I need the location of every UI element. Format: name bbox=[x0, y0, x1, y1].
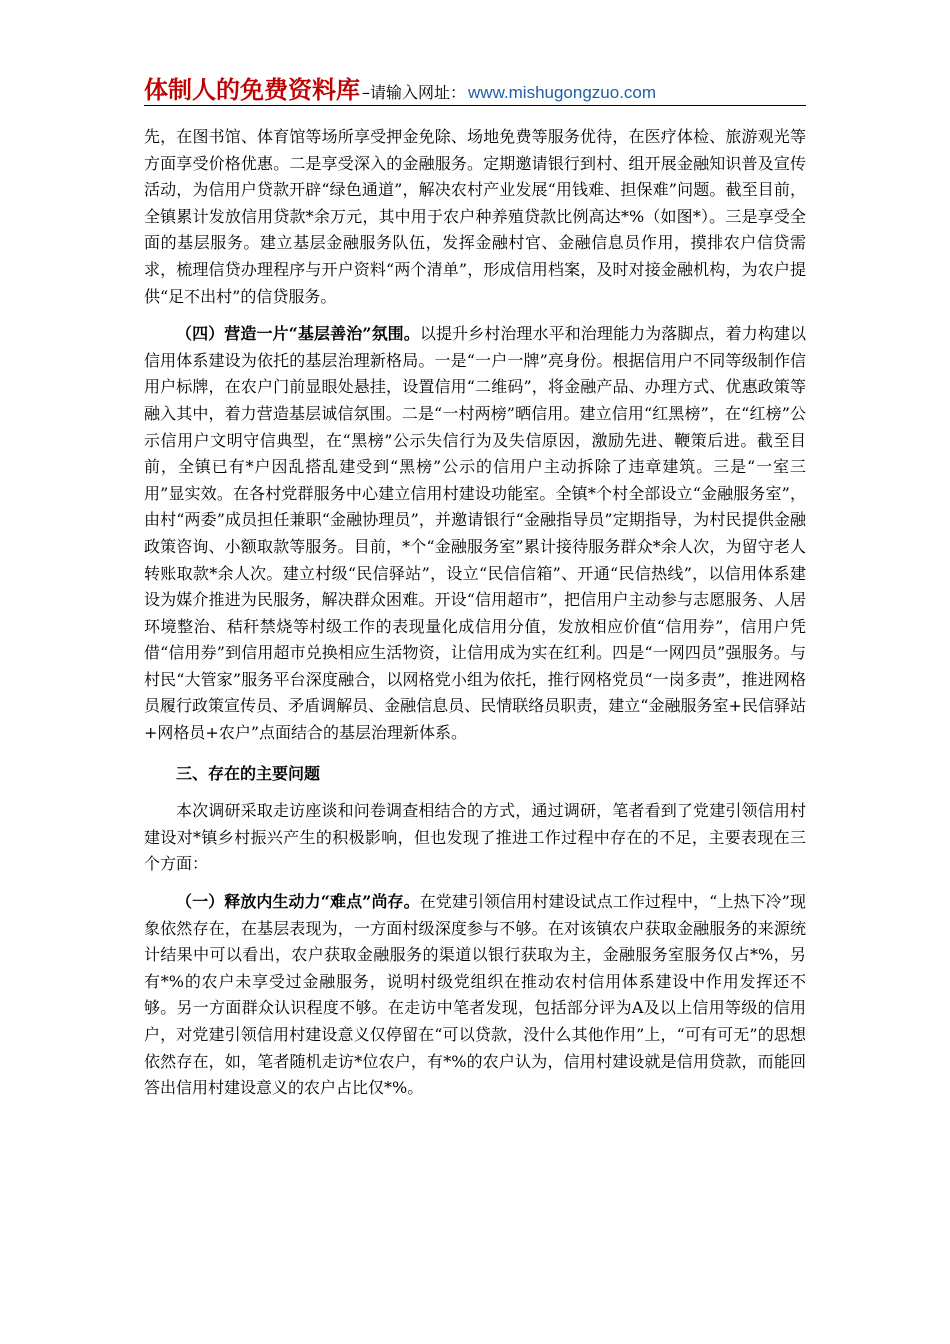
page-header bbox=[144, 70, 806, 106]
paragraph-text: 以提升乡村治理水平和治理能力为落脚点，着力构建以信用体系建设为依托的基层治理新格局。一是“一户一牌”亮身份。根据信用户不同等级制作信用户标牌，在农户门前显眼处悬挂，设置信用“二维码”，将金融产品、办理方式、优惠政策等融入其中，着力营造基层诚信氛围。二是“一村两榜”晒信用。建立信用“红黑榜”，在“红榜”公示信用户文明守信典型，在“黑榜”公示失信行为及失信原因，激励先进、鞭策后进。截至目前，全镇已有*户因乱搭乱建受到“黑榜”公示的信用户主动拆除了违章建筑。三是“一室三用”显实效。在各村党群服务中心建立信用村建设功能室。全镇*个村全部设立“金融服务室”，由村“两委”成员担任兼职“金融协理员”，并邀请银行“金融指导员”定期指导，为村民提供金融政策咨询、小额取款等服务。目前，*个“金融服务室”累计接待服务群众*余人次，为留守老人转账取款*余人次。建立村级“民信驿站”，设立“民信信箱”、开通“民信热线”，以信用体系建设为媒介推进为民服务，解决群众困难。开设“信用超市”，把信用户主动参与志愿服务、人居环境整治、秸秆禁烧等村级工作的表现量化成信用分值，发放相应价值“信用券”，信用户凭借“信用券”到信用超市兑换相应生活物资，让信用成为实在红利。四是“一网四员”强服务。与村民“大管家”服务平台深度融合，以网格党小组为依托，推行网格党员“一岗多责”，推进网格员履行政策宣传员、矛盾调解员、金融信息员、民情联络员职责，建立“金融服务室+民信驿站+网格员+农户”点面结合的基层治理新体系。 bbox=[144, 324, 806, 743]
paragraph-survey: 本次调研采取走访座谈和问卷调查相结合的方式，通过调研，笔者看到了党建引领信用村建设对*镇乡村振兴产生的积极影响，但也发现了推进工作过程中存在的不足，主要表现在三个方面： bbox=[144, 801, 806, 874]
paragraph-heading: （四）营造一片“基层善治”氛围。 bbox=[176, 324, 420, 344]
section-title: 三、存在的主要问题 bbox=[176, 763, 321, 783]
header-prompt: –请输入网址： bbox=[362, 83, 467, 102]
paragraph-heading: （一）释放内生动力“难点”尚存。 bbox=[176, 892, 420, 912]
document-body bbox=[144, 124, 806, 1102]
header-brand: 体制人的免费资料库 bbox=[144, 76, 360, 104]
header-url-link[interactable]: www.mishugongzuo.com bbox=[468, 83, 657, 102]
paragraph-services: 先，在图书馆、体育馆等场所享受押金免除、场地免费等服务优待，在医疗体检、旅游观光等方面享受价格优惠。二是享受深入的金融服务。定期邀请银行到村、组开展金融知识普及宣传活动，为信用户贷款开辟“绿色通道”，解决农村产业发展“用钱难、担保难”问题。截至目前，全镇累计发放信用贷款*余万元，其中用于农户种养殖贷款比例高达*%（如图*）。三是享受全面的基层服务。建立基层金融服务队伍，发挥金融村官、金融信息员作用，摸排农户信贷需求，梳理信贷办理程序与开户资料“两个清单”，形成信用档案，及时对接金融机构，为农户提供“足不出村”的信贷服务。 bbox=[144, 127, 806, 306]
paragraph-text: 在党建引领信用村建设试点工作过程中，“上热下冷”现象依然存在，在基层表现为，一方面村级深度参与不够。在对该镇农户获取金融服务的来源统计结果中可以看出，农户获取金融服务的渠道以银行获取为主，金融服务室服务仅占*%，另有*%的农户未享受过金融服务，说明村级党组织在推动农村信用体系建设中作用发挥还不够。另一方面群众认识程度不够。在走访中笔者发现，包括部分评为A及以上信用等级的信用户，对党建引领信用村建设意义仅停留在“可以贷款，没什么其他作用”上，“可有可无”的思想依然存在，如，笔者随机走访*位农户，有*%的农户认为，信用村建设就是信用贷款，而能回答出信用村建设意义的农户占比仅*%。 bbox=[144, 892, 806, 1098]
paragraph-governance bbox=[144, 321, 806, 747]
header-divider bbox=[144, 105, 806, 106]
paragraph-problem-one bbox=[144, 889, 806, 1102]
